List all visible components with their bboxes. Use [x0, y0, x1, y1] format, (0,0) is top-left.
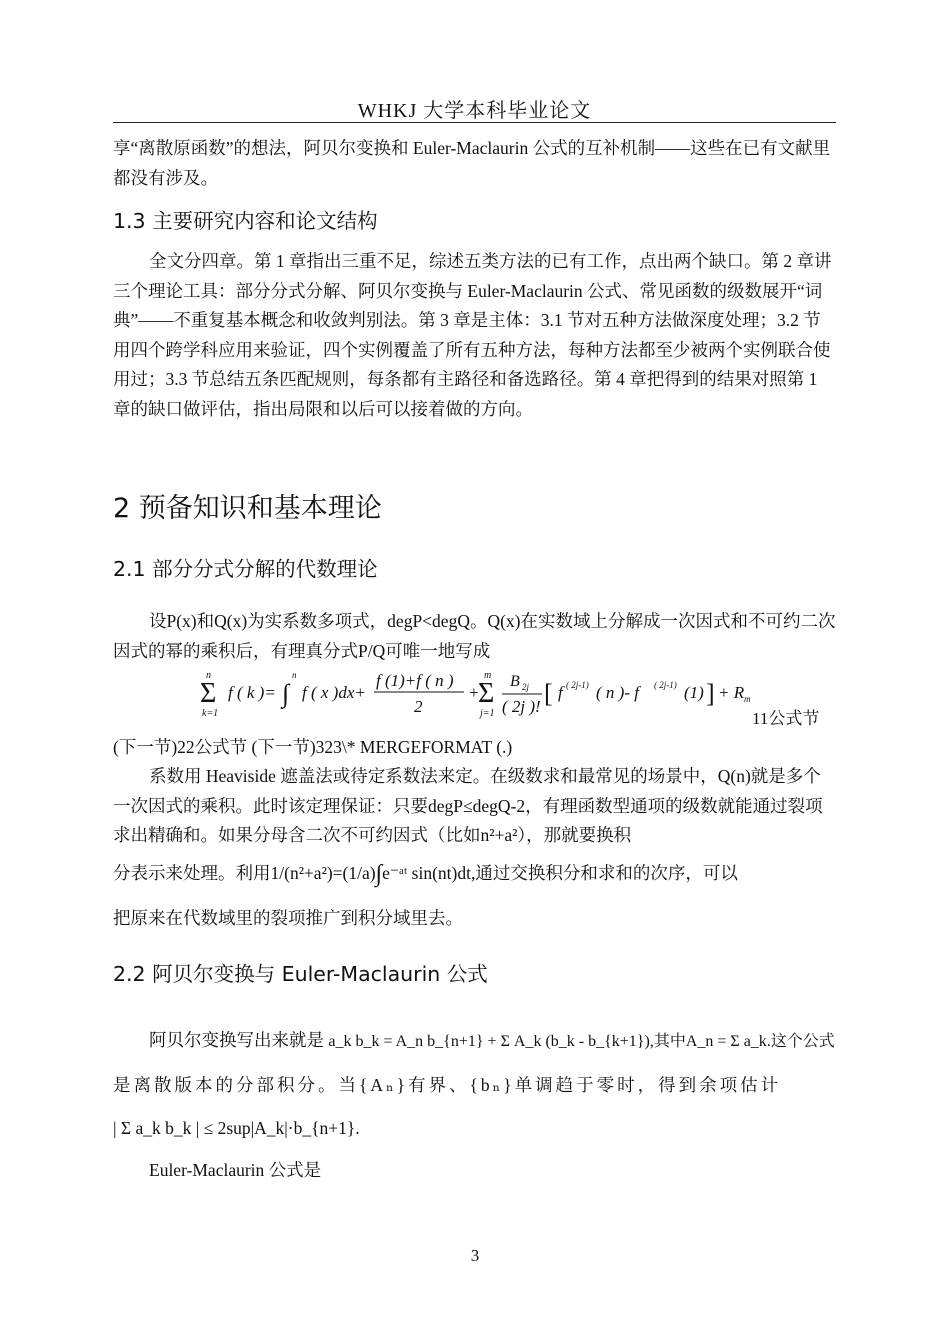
remainder-estimate: | Σ a_k b_k | ≤ 2sup|A_k|·b_{n+1}.	[113, 1118, 360, 1138]
svg-text:2j: 2j	[522, 682, 530, 692]
svg-text:(1): (1)	[684, 683, 704, 702]
section-2-2-paragraph-2: 是离散版本的分部积分。当{Aₙ}有界、{bₙ}单调趋于零时，得到余项估计	[113, 1075, 782, 1095]
section-2-2-paragraph-1	[113, 1026, 836, 1057]
euler-maclaurin-equation	[196, 668, 756, 726]
svg-text:f: f	[558, 683, 563, 702]
svg-text:( 2j )!: ( 2j )!	[502, 697, 541, 716]
svg-text:]: ]	[706, 679, 715, 708]
svg-text:( n )- f: ( n )- f	[596, 683, 639, 702]
equation-label: 11公式节	[752, 709, 820, 728]
section-2-2-paragraph-4: Euler-Maclaurin 公式是	[149, 1160, 322, 1180]
svg-text:+ R: + R	[718, 683, 745, 702]
svg-text:∫: ∫	[282, 679, 290, 708]
svg-text:f ( k )=: f ( k )=	[228, 683, 276, 702]
svg-text:j=1: j=1	[480, 708, 495, 719]
section-2-1-title: 2.1 部分分式分解的代数理论	[113, 557, 378, 581]
svg-text:Σ: Σ	[478, 678, 495, 709]
section-2-1-integral-line	[113, 858, 836, 889]
abel-formula: a_k b_k = A_n b_{n+1} + Σ A_k (b_k - b_{k+1}),其中A_n = Σ a_k.这个公式	[328, 1033, 835, 1050]
svg-text:Σ: Σ	[200, 678, 217, 709]
integral-sign: ∫	[375, 861, 383, 887]
page-header: WHKJ 大学本科毕业论文	[357, 100, 592, 122]
integral-line-prefix: 分表示来处理。利用1/(n²+a²)=(1/a)	[113, 863, 376, 883]
integral-line-suffix: e⁻ᵃᵗ sin(nt)dt,通过交换积分和求和的次序，可以	[382, 863, 738, 883]
svg-text:B: B	[510, 673, 520, 690]
svg-text:f (1)+f ( n ): f (1)+f ( n )	[376, 671, 454, 690]
svg-text:( 2j-1): ( 2j-1)	[566, 680, 589, 690]
intro-paragraph: 享“离散原函数”的想法，阿贝尔变换和 Euler-Maclaurin 公式的互补机制——这些在已有文献里都没有涉及。	[113, 138, 831, 188]
svg-text:k=1: k=1	[202, 708, 219, 719]
chapter-2-title: 2 预备知识和基本理论	[113, 493, 382, 524]
svg-text:( 2j-1): ( 2j-1)	[654, 680, 677, 690]
page-number: 3	[470, 1246, 480, 1265]
abel-prefix: 阿贝尔变换写出来就是	[149, 1030, 324, 1050]
svg-text:[: [	[544, 679, 553, 708]
header-rule	[113, 122, 836, 123]
svg-text:m: m	[744, 694, 751, 704]
section-1-3-title: 1.3 主要研究内容和论文结构	[113, 209, 378, 233]
section-2-1-paragraph-2: 系数用 Heaviside 遮盖法或待定系数法来定。在级数求和最常见的场景中，Q(n)就是多个一次因式的乘积。此时该定理保证：只要degP≤degQ-2，有理函数型通项的级数就能通过裂项求出精确和。如果分母含二次不可约因式（比如n²+a²），那就要换积	[113, 766, 823, 845]
svg-text:n: n	[292, 670, 297, 680]
section-2-1-paragraph-1: 设P(x)和Q(x)为实系数多项式，degP<degQ。Q(x)在实数域上分解成一次因式和不可约二次因式的幂的乘积后，有理真分式P/Q可唯一地写成	[113, 611, 836, 661]
svg-text:f ( x )dx+: f ( x )dx+	[302, 683, 366, 702]
section-2-2-title: 2.2 阿贝尔变换与 Euler-Maclaurin 公式	[113, 962, 488, 986]
section-2-1-paragraph-3: 把原来在代数域里的裂项推广到积分域里去。	[113, 908, 463, 928]
svg-text:n: n	[206, 670, 211, 681]
section-1-3-body: 全文分四章。第 1 章指出三重不足，综述五类方法的已有工作，点出两个缺口。第 2 章讲三个理论工具：部分分式分解、阿贝尔变换与 Euler-Maclaurin 公式、常见函数的级数展开“词典”——不重复基本概念和收敛判别法。第 3 章是主体：3.1 节对五种方法做深度处理；3.2 节用四个跨学科应用来验证，四个实例覆盖了所有五种方法，每种方法都至少被两个实例联合使用过；3.3 节总结五条匹配规则，每条都有主路径和备选路径。第 4 章把得到的结果对照第 1 章的缺口做评估，指出局限和以后可以接着做的方向。	[113, 251, 832, 419]
svg-text:+: +	[468, 683, 480, 702]
svg-text:2: 2	[414, 697, 423, 716]
svg-text:m: m	[484, 670, 492, 681]
equation-field-code: (下一节)22公式节 (下一节)323\* MERGEFORMAT (.)	[113, 737, 513, 757]
